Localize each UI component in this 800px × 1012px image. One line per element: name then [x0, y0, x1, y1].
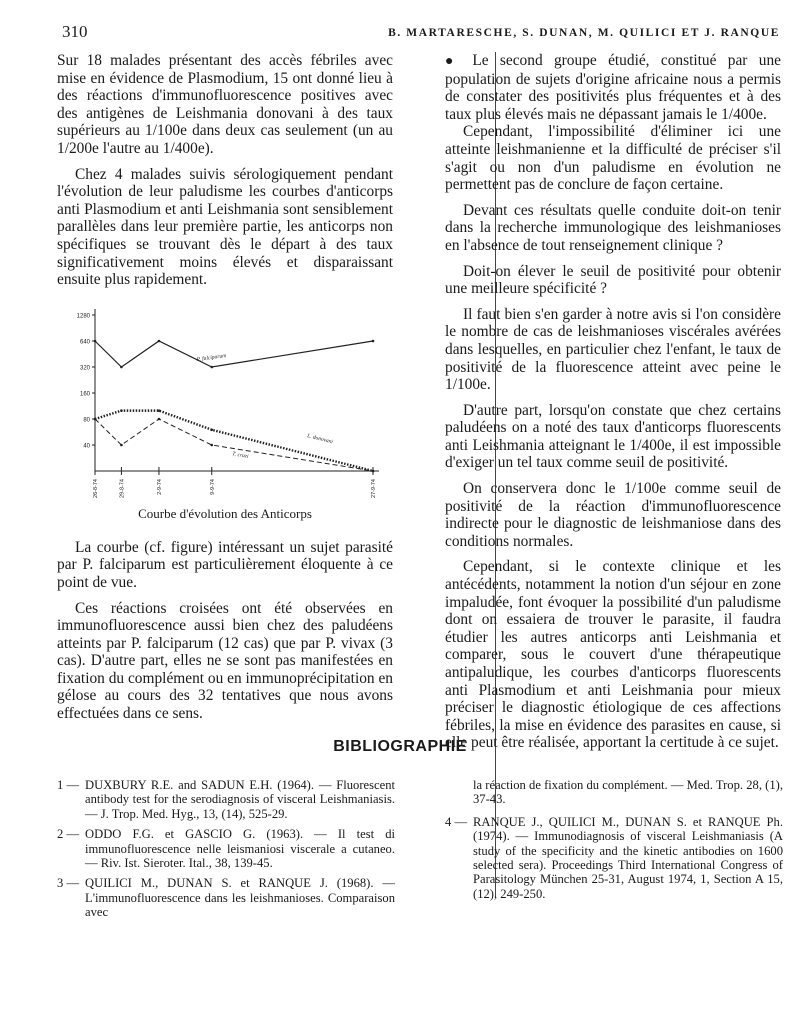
data-point: [158, 409, 161, 412]
data-point: [94, 417, 97, 420]
data-point: [120, 443, 123, 446]
data-point: [120, 365, 123, 368]
x-tick-label: 26-8-74: [93, 478, 99, 498]
series-line-falciparum: [95, 341, 373, 367]
reference-item: [57, 876, 395, 919]
reference-text: RANQUE J., QUILICI M., DUNAN S. et RANQUE Ph. (1974). — Immunodiagnosis of visceral Leishmaniasis (A study of the specificity and the kinetic antibodies on 1600 selected sera). Proceedings Third International Congress of Parasitology München 25-31, August 1974, 1, Section A 15, (12), 249-250.: [473, 814, 783, 901]
reference-item: [445, 815, 783, 901]
figure-caption: Courbe d'évolution des Anticorps: [138, 505, 312, 521]
right-column: [445, 52, 781, 752]
reference-text: ODDO F.G. et GASCIO G. (1963). — Il test di immunofluorescence nelle leismaniosi viscerale a cutaneo. — Riv. Ist. Sieroter. Ital., 38, 139-45.: [85, 827, 395, 871]
y-tick-label: 320: [79, 365, 90, 372]
series-label: P. falciparum: [196, 352, 227, 363]
right-paragraph-1-text: Le second groupe étudié, constitué par une population de sujets d'origine africaine nous a permis de constater des positivités plus fréquentes et à des taux plus élevés mais ne dépassant jamais le 1/400e.: [445, 52, 782, 123]
x-tick-label: 29-8-74: [119, 478, 126, 498]
right-paragraph-3: Devant ces résultats quelle conduite doit-on tenir dans la recherche immunologique des leishmanioses en l'absence de tout renseignement clinique ?: [445, 201, 781, 254]
running-head: B. MARTARESCHE, S. DUNAN, M. QUILICI ET J. RANQUE: [388, 27, 780, 39]
right-paragraph-8: Cependant, si le contexte clinique et les antécédents, notamment la notion d'un séjour en zone impaludée, font évoquer la possibilité d'un paludisme dont on essaiera de trouver le parasite, il faudra étudier les autres anticorps anti Leishmania et comparer, sous le couvert d'une thérapeutique antipaludique, les courbes d'anticorps fluorescents anti Plasmodium et anti Leishmania pour mieux préciser le diagnostic étiologique de ces affections fébriles, la mise en évidence des parasites en cause, si elle peut être réalisée, apportant la certitude à ce sujet.: [445, 558, 781, 752]
left-column: [57, 52, 393, 723]
x-tick-label: 27-9-74: [371, 478, 377, 498]
data-point: [372, 339, 375, 342]
references-left: [57, 778, 395, 926]
right-paragraph-5: Il faut bien s'en garder à notre avis si l'on considère le nombre de cas de leishmanioses viscérales avérées dans lesquelles, en particulier chez l'enfant, le taux de positivité de la fluorescence atteint avec peine le 1/100e.: [445, 305, 781, 394]
bullet-icon: ●: [445, 54, 461, 69]
data-point: [210, 443, 213, 446]
y-tick-label: 1280: [76, 313, 90, 320]
y-tick-label: 40: [83, 443, 90, 450]
series-label: L. donovani: [306, 432, 334, 446]
y-tick-label: 160: [79, 391, 90, 398]
data-point: [210, 365, 213, 368]
antibody-chart-figure: [57, 303, 393, 525]
reference-text: QUILICI M., DUNAN S. et RANQUE J. (1968). — L'immunofluorescence dans les leishmanioses. Comparaison avec: [85, 876, 395, 920]
reference-item: [57, 778, 395, 821]
left-paragraph-2: Chez 4 malades suivis sérologiquement pendant l'évolution de leur paludisme les courbes d'anticorps anti Plasmodium et anti Leishmania sont sensiblement parallèles dans leur première partie, les anticorps non spécifiques se trouvant dès le départ à des taux significativement moins élevés et disparaissant ensuite plus rapidement.: [57, 165, 393, 289]
references-right: [445, 778, 783, 907]
data-point: [158, 417, 161, 420]
reference-text: DUXBURY R.E. and SADUN E.H. (1964). — Fluorescent antibody test for the serodiagnosis of visceral Leishmaniasis. — J. Trop. Med. Hyg., 13, (14), 525-29.: [85, 778, 395, 821]
reference-number: 3 —: [57, 876, 80, 891]
right-paragraph-4: Doit-on élever le seuil de positivité pour obtenir une meilleure spécificité ?: [445, 262, 781, 298]
data-point: [372, 469, 375, 472]
data-point: [158, 339, 161, 342]
right-paragraph-1: [445, 52, 781, 123]
x-tick-label: 2-9-74: [156, 478, 163, 495]
right-paragraph-7: On conservera donc le 1/100e comme seuil de positivité de la réaction d'immunofluorescence indirecte pour le diagnostic de leishmaniose dans des conditions normales.: [445, 480, 781, 550]
reference-continuation: la réaction de fixation du complément. — Med. Trop. 28, (1), 37-43.: [473, 778, 783, 807]
right-paragraph-2: Cependant, l'impossibilité d'éliminer ici une atteinte leishmanienne et la difficulté de préciser s'il s'agit ou non d'un paludisme en évolution ne permettent pas de conclure de façon certaine.: [445, 123, 781, 194]
x-tick-label: 9-9-74: [209, 478, 216, 495]
reference-item: [57, 827, 395, 870]
reference-number: 1 —: [57, 778, 80, 792]
reference-number: 2 —: [57, 827, 80, 842]
left-paragraph-1: Sur 18 malades présentant des accès fébriles avec mise en évidence de Plasmodium, 15 ont donné lieu à des réactions d'immunofluorescence positives avec des antigènes de Leishmania donovani à des taux supérieurs au 1/100e dans deux cas seulement (un au 1/200e l'autre au 1/400e).: [57, 52, 393, 157]
y-tick-label: 80: [83, 417, 90, 424]
data-point: [120, 409, 123, 412]
reference-number: 4 —: [445, 814, 468, 829]
bibliography-title: BIBLIOGRAPHIE: [333, 738, 467, 755]
left-paragraph-4: Ces réactions croisées ont été observées en immunofluorescence aussi bien chez des paludéens atteints par P. falciparum (12 cas) que par P. vivax (3 cas). D'autre part, elles ne se sont pas manifestées en fixation du complément ou en immunoprécipitation en gélose au cours des 32 tentatives que nous avons effectuées dans ce sens.: [57, 599, 393, 723]
right-paragraph-6: D'autre part, lorsqu'on constate que chez certains paludéens on a noté des taux d'anticorps fluorescents anti Leishmania atteignant le 1/400e, il est impossible d'exiger un tel taux comme seuil de positivité.: [445, 401, 781, 472]
antibody-chart: [57, 303, 393, 503]
data-point: [210, 428, 213, 431]
page-number: 310: [62, 22, 88, 41]
left-paragraph-3: La courbe (cf. figure) intéressant un sujet parasité par P. falciparum est particulièrement éloquente à ce point de vue.: [57, 538, 393, 591]
y-tick-label: 640: [79, 339, 90, 346]
data-point: [94, 339, 97, 342]
series-label: T. cruzi: [231, 450, 249, 460]
